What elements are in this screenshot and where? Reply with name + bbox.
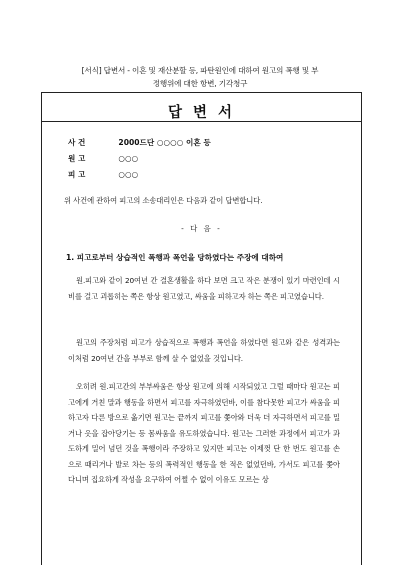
divider-label: - 다 음 - bbox=[181, 224, 222, 233]
defendant-value: ○○○ bbox=[118, 170, 139, 179]
paragraph-3: 오히려 원.피고간의 부부싸움은 항상 원고에 의해 시작되었고 그럴 때마다 원고는 피고에게 거친 말과 행동을 하면서 피고를 자극하였던바, 이를 참다못한 피고가 싸움을 피하고자 다른 방으로 옮기면 원고는 끝까지 피고를 쫓아와 더욱 더 자극하면서 피고를 밀거나 옷을 잡아당기는 등 몸싸움을 유도하였습니다. 원고는 그러한 과정에서 피고가 과도하게 밀어 넘던 것을 폭행이라 주장하고 있지만 피고는 이제껏 단 한 번도 원고를 손으로 때리거나 발로 차는 등의 폭력적인 행동을 한 적은 없었던바, 가서도 피고를 쫓아다니며 집요하게 작성을 요구하여 어쩔 수 없이 이유도 모르는 상 bbox=[68, 382, 340, 484]
document-frame bbox=[41, 92, 362, 565]
section1-heading: 1. 피고로부터 상습적인 폭행과 폭언을 당하였다는 주장에 대하여 bbox=[66, 253, 284, 262]
plaintiff-label: 원 고 bbox=[68, 154, 86, 163]
defendant-label: 피 고 bbox=[68, 170, 86, 179]
paragraph-2: 원고의 주장처럼 피고가 상습적으로 폭행과 폭언을 하였다면 원고와 같은 성격과는 이처럼 20여년 간을 부부로 함께 살 수 없었을 것입니다. bbox=[68, 338, 340, 363]
case-value: 2000드단 ○○○○ 이혼 등 bbox=[118, 138, 211, 147]
plaintiff-value: ○○○ bbox=[118, 154, 139, 163]
plaintiff-field bbox=[68, 153, 138, 165]
form-header bbox=[28, 64, 372, 90]
form-header-line1: [서식] 답변서 - 이혼 및 재산분할 등, 파탄원인에 대하여 원고의 폭행 및 부 bbox=[81, 66, 319, 75]
intro-text: 위 사건에 관하여 피고의 소송대리인은 다음과 같이 답변합니다. bbox=[64, 196, 263, 205]
form-header-line2: 정행위에 대한 항변, 기각청구 bbox=[152, 79, 248, 88]
title-divider bbox=[42, 121, 361, 122]
paragraph-1: 원.피고와 같이 20여년 간 결혼생활을 하다 보면 크고 작은 분쟁이 있기 마련인데 시비를 걸고 괴롭히는 쪽은 항상 원고였고, 싸움을 피하고자 하는 쪽은 피고였습니다. bbox=[68, 276, 340, 301]
case-field bbox=[68, 137, 211, 149]
document-title: 답 변 서 bbox=[167, 105, 236, 121]
case-label: 사 건 bbox=[68, 138, 86, 147]
defendant-field bbox=[68, 169, 138, 181]
